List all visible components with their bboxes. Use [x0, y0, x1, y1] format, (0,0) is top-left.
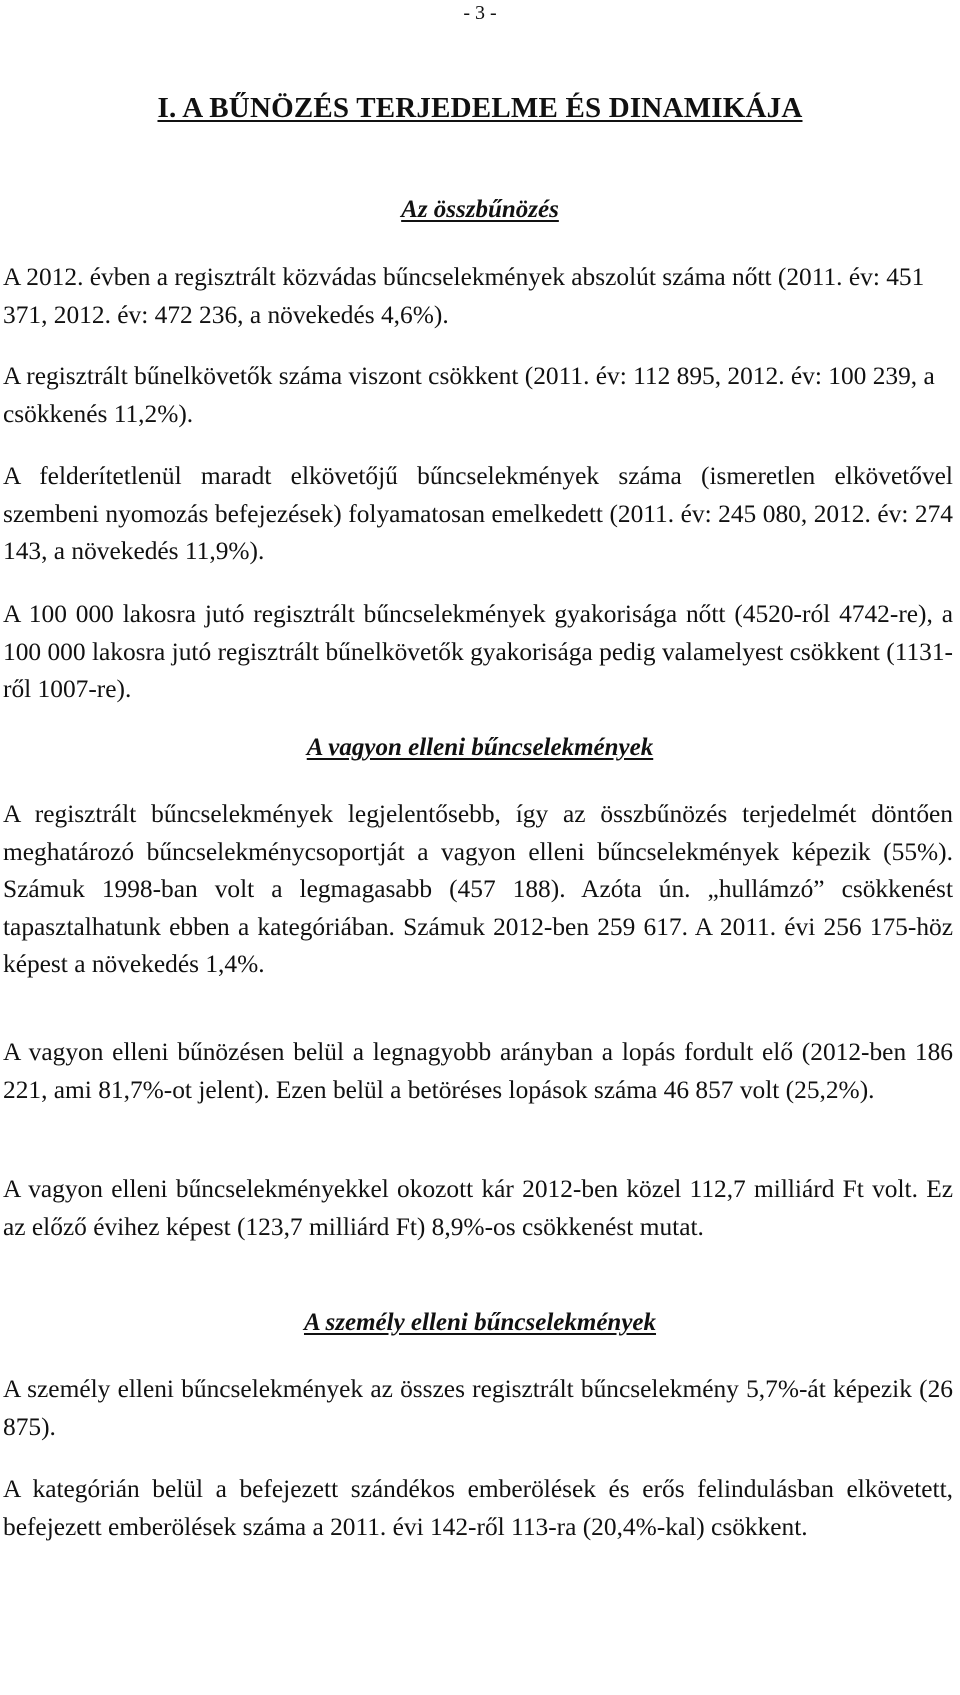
paragraph: A személy elleni bűncselekmények az összes regisztrált bűncselekmény 5,7%-át képezik (26 875).	[3, 1375, 953, 1441]
section-title-osszbunozes: Az összbűnözés	[401, 196, 559, 223]
paragraph: A vagyon elleni bűnözésen belül a legnagyobb arányban a lopás fordult elő (2012-ben 186 221, ami 81,7%-ot jelent). Ezen belül a betöréses lopások száma 46 857 volt (25,2%).	[3, 1038, 953, 1104]
paragraph: A regisztrált bűncselekmények legjelentősebb, így az összbűnözés terjedelmét döntően meghatározó bűncselekménycsoportját a vagyon elleni bűncselekmények képezik (55%). Számuk 1998-ban volt a legmagasabb (457 188). Azóta ún. „hullámzó” csökkenést tapasztalhatunk ebben a kategóriában. Számuk 2012-ben 259 617. A 2011. évi 256 175-höz képest a növekedés 1,4%.	[3, 800, 953, 978]
paragraph: A 2012. évben a regisztrált közvádas bűncselekmények abszolút száma nőtt (2011. év: 451 371, 2012. év: 472 236, a növekedés 4,6%).	[3, 263, 925, 329]
section-title-vagyon-elleni: A vagyon elleni bűncselekmények	[306, 734, 654, 761]
chapter-title: I. A BŰNÖZÉS TERJEDELME ÉS DINAMIKÁJA	[157, 92, 803, 124]
paragraph: A 100 000 lakosra jutó regisztrált bűncselekmények gyakorisága nőtt (4520-ról 4742-re), a 100 000 lakosra jutó regisztrált bűnelkövetők gyakorisága pedig valamelyest csökkent (1131-ről 1007-re).	[3, 600, 953, 703]
paragraph: A felderítetlenül maradt elkövetőjű bűncselekmények száma (ismeretlen elkövetővel szembeni nyomozás befejezések) folyamatosan emelkedett (2011. év: 245 080, 2012. év: 274 143, a növekedés 11,9%).	[3, 462, 953, 565]
section-title-szemely-elleni: A személy elleni bűncselekmények	[303, 1309, 657, 1336]
page-number: - 3 -	[463, 2, 497, 24]
paragraph: A regisztrált bűnelkövetők száma viszont csökkent (2011. év: 112 895, 2012. év: 100 239, a csökkenés 11,2%).	[3, 362, 935, 428]
paragraph: A vagyon elleni bűncselekményekkel okozott kár 2012-ben közel 112,7 milliárd Ft volt. Ez az előző évihez képest (123,7 milliárd Ft) 8,9%-os csökkenést mutat.	[3, 1175, 953, 1241]
paragraph: A kategórián belül a befejezett szándékos emberölések és erős felindulásban elkövetett, befejezett emberölések száma a 2011. évi 142-ről 113-ra (20,4%-kal) csökkent.	[3, 1475, 953, 1541]
